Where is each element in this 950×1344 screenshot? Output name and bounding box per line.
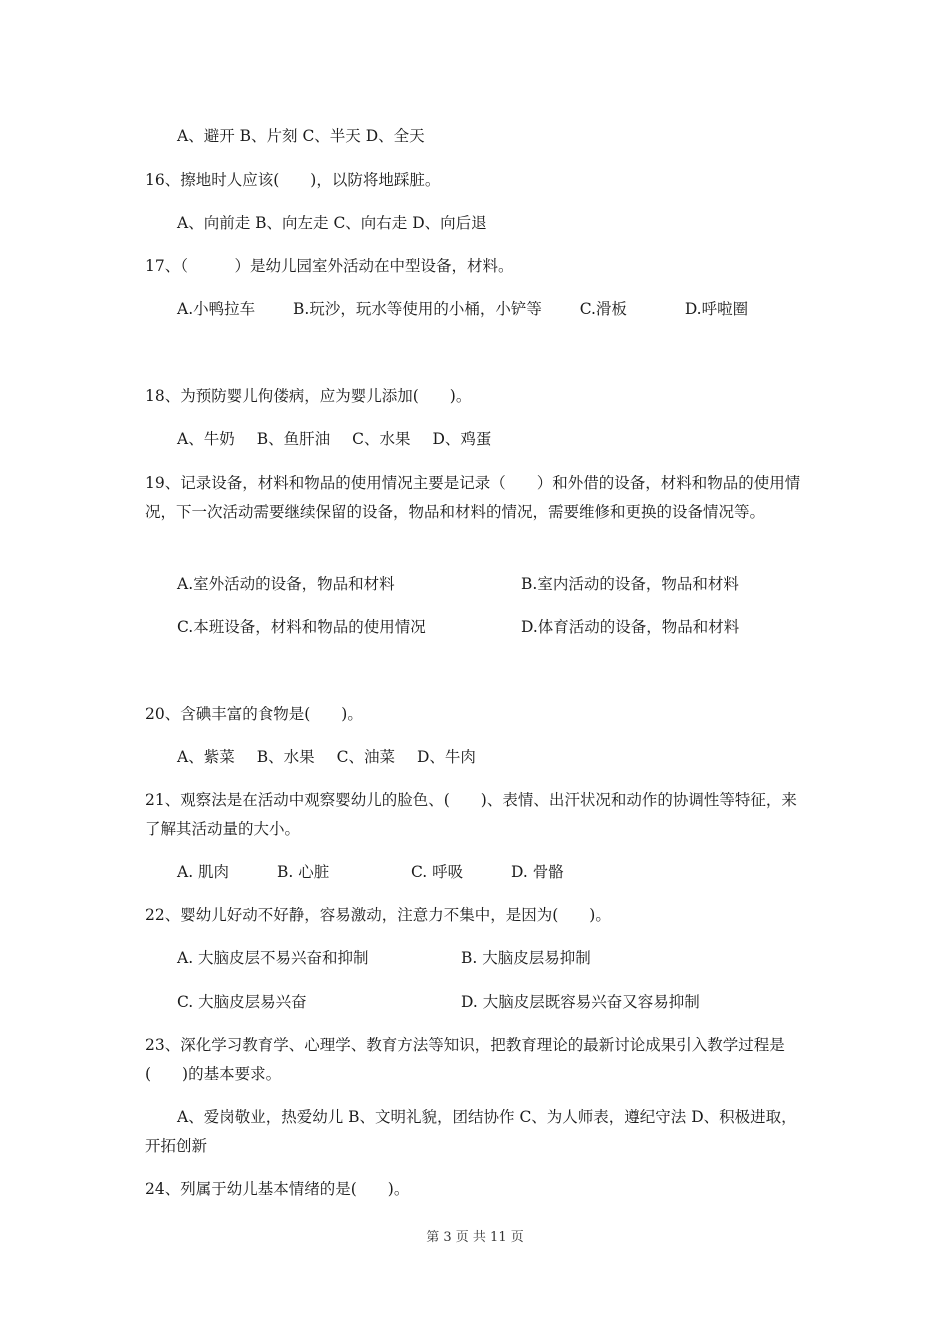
- q21-stem: 21、观察法是在活动中观察婴幼儿的脸色、( )、表情、出汗状况和动作的协调性等特征，来了解其活动量的大小。: [145, 791, 797, 838]
- page-footer: 第 3 页 共 11 页: [426, 1230, 524, 1245]
- q20-option-a: A、紫菜: [177, 748, 235, 766]
- q21-option-a: A. 肌肉: [177, 863, 230, 881]
- q18-options: [177, 425, 842, 454]
- q24-stem: 24、列属于幼儿基本情绪的是( )。: [145, 1180, 410, 1198]
- q17-option-a: A.小鸭拉车: [177, 300, 256, 318]
- q20-stem: 20、含碘丰富的食物是( )。: [145, 705, 363, 723]
- q17-option-c: C.滑板: [579, 300, 627, 318]
- q15-options: A、避开 B、片刻 C、半天 D、全天: [177, 127, 425, 145]
- q20-option-c: C、油菜: [336, 748, 395, 766]
- q16-stem: 16、擦地时人应该( )，以防将地踩脏。: [145, 171, 441, 189]
- q19-option-d: D.体育活动的设备，物品和材料: [521, 618, 740, 636]
- q21-options: [177, 858, 842, 887]
- q22-option-b: B. 大脑皮层易抑制: [461, 949, 591, 967]
- q20-options: [177, 743, 842, 772]
- q19-option-b: B.室内活动的设备，物品和材料: [521, 575, 739, 593]
- q22-option-c: C. 大脑皮层易兴奋: [177, 993, 307, 1011]
- q23-stem: 23、深化学习教育学、心理学、教育方法等知识，把教育理论的最新讨论成果引入教学过程是( )的基本要求。: [145, 1036, 785, 1083]
- q22-options-row2: [177, 988, 817, 1017]
- q18-option-c: C、水果: [352, 430, 411, 448]
- q22-stem: 22、婴幼儿好动不好静，容易激动，注意力不集中，是因为( )。: [145, 906, 611, 924]
- q21-option-c: C. 呼吸: [411, 863, 464, 881]
- q21-option-b: B. 心脏: [277, 863, 330, 881]
- q22-options-row1: [177, 944, 817, 973]
- q17-option-d: D.呼啦圈: [684, 300, 749, 318]
- q17-stem: 17、（ ）是幼儿园室外活动在中型设备，材料。: [145, 257, 514, 275]
- q17-options: [177, 295, 842, 324]
- q19-option-c: C.本班设备，材料和物品的使用情况: [177, 618, 426, 636]
- q18-stem: 18、为预防婴儿佝偻病，应为婴儿添加( )。: [145, 387, 472, 405]
- q18-option-a: A、牛奶: [177, 430, 235, 448]
- q20-option-d: D、牛肉: [416, 748, 476, 766]
- q19-stem: 19、记录设备，材料和物品的使用情况主要是记录（ ）和外借的设备，材料和物品的使用情况，下一次活动需要继续保留的设备，物品和材料的情况，需要维修和更换的设备情况等。: [145, 474, 801, 521]
- q21-option-d: D. 骨骼: [511, 863, 564, 881]
- q18-option-b: B、鱼肝油: [256, 430, 331, 448]
- q18-option-d: D、鸡蛋: [432, 430, 492, 448]
- q16-options: A、向前走 B、向左走 C、向右走 D、向后退: [177, 214, 487, 232]
- q22-option-a: A. 大脑皮层不易兴奋和抑制: [177, 949, 369, 967]
- q22-option-d: D. 大脑皮层既容易兴奋又容易抑制: [461, 993, 700, 1011]
- q23-options: A、爱岗敬业，热爱幼儿 B、文明礼貌，团结协作 C、为人师表，遵纪守法 D、积极进取，开拓创新: [145, 1108, 797, 1155]
- q20-option-b: B、水果: [256, 748, 315, 766]
- q19-option-a: A.室外活动的设备，物品和材料: [177, 575, 395, 593]
- q19-options-row2: [177, 613, 817, 642]
- q17-option-b: B.玩沙，玩水等使用的小桶，小铲等: [293, 300, 542, 318]
- q19-options-row1: [177, 570, 817, 599]
